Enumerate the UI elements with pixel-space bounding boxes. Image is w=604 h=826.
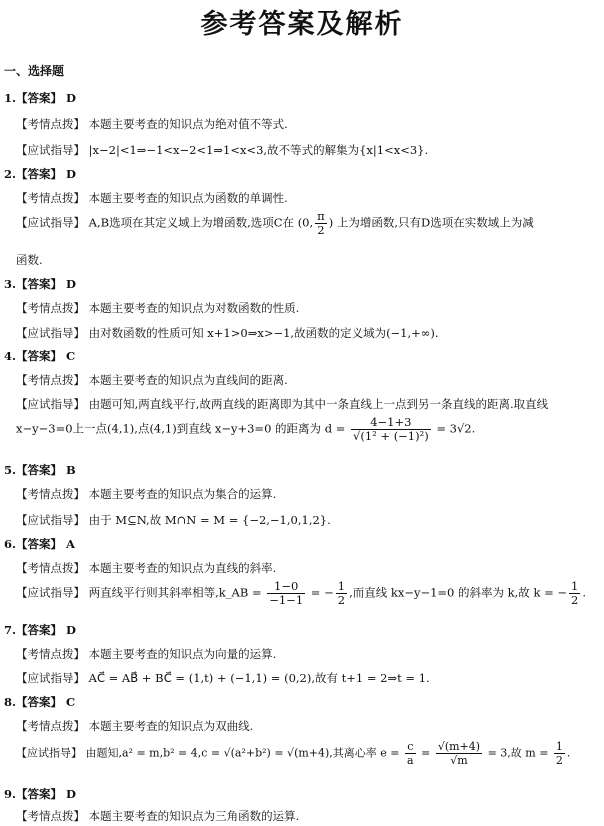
q2-interval-open: (0, (297, 215, 314, 230)
q6-num1: 1−0 (267, 580, 305, 594)
q1-point: 【考情点拨】 本题主要考查的知识点为绝对值不等式. (16, 117, 288, 131)
q2-guide (16, 210, 534, 237)
q2-two: 2 (317, 223, 325, 237)
q8-guide-end: . (566, 746, 571, 760)
q8-answer: 8.【答案】 C (4, 695, 76, 709)
q7-point: 【考情点拨】 本题主要考查的知识点为向量的运算. (16, 647, 277, 661)
q6-answer: 6.【答案】 A (4, 537, 75, 551)
q4-den: √(1² + (−1)²) (353, 429, 429, 443)
q6-guide-mid: ,而直线 kx−y−1=0 的斜率为 k,故 k = − (349, 585, 568, 600)
q9-point: 【考情点拨】 本题主要考查的知识点为三角函数的运算. (16, 809, 300, 823)
q6-eq-minus: = − (310, 585, 334, 600)
q4-distance-fraction (351, 416, 431, 443)
q6-guide (16, 580, 586, 607)
page-title: 参考答案及解析 (200, 9, 404, 40)
q4-guide-cont (16, 416, 475, 443)
q6-frac2 (336, 580, 347, 607)
q8-guide (16, 740, 570, 767)
q8-num2: √(m+4) (437, 740, 481, 753)
q5-point: 【考情点拨】 本题主要考查的知识点为集合的运算. (16, 487, 277, 501)
section-heading: 一、选择题 (4, 64, 65, 78)
q2-answer: 2.【答案】 D (4, 167, 76, 181)
q6-num2: 1 (337, 579, 346, 593)
q8-num3: 1 (555, 740, 563, 753)
q5-guide: 【应试指导】 由于 M⊆N,故 M∩N = M = {−2,−1,0,1,2}. (16, 513, 331, 527)
q6-den2: 2 (337, 593, 346, 607)
q1-guide: 【应试指导】 |x−2|<1⇒−1<x−2<1⇒1<x<3,故不等式的解集为{x|1<x<3}. (16, 143, 429, 157)
q4-answer: 4.【答案】 C (4, 349, 76, 363)
q8-frac1 (405, 740, 416, 767)
q8-guide-pre: 【应试指导】 由题知,a² = m,b² = 4,c = √(a²+b²) = √(m+4),其离心率 e = (16, 746, 400, 760)
q6-guide-pre: 【应试指导】 两直线平行则其斜率相等,k_AB = (16, 585, 262, 600)
q6-guide-end: . (582, 585, 586, 600)
q4-guide-cont-post: = 3√2. (436, 421, 476, 436)
q4-guide: 【应试指导】 由题可知,两直线平行,故两直线的距离即为其中一条直线上一点到另一条直线的距离.取直线 (16, 397, 549, 411)
q4-num: 4−1+3 (351, 416, 431, 430)
q9-answer: 9.【答案】 D (4, 787, 76, 801)
q6-frac1 (267, 580, 305, 607)
q8-num1: c (405, 740, 416, 754)
q2-pi: π (317, 209, 325, 223)
q2-guide-cont: 函数. (16, 253, 43, 267)
q8-den2: √m (450, 754, 468, 767)
q8-frac3 (554, 740, 565, 767)
q5-answer: 5.【答案】 B (4, 463, 76, 477)
q7-guide: 【应试指导】 AC⃗ = AB⃗ + BC⃗ = (1,t) + (−1,1) = (0,2),故有 t+1 = 2⇒t = 1. (16, 671, 430, 685)
q8-den3: 2 (555, 754, 563, 767)
q4-point: 【考情点拨】 本题主要考查的知识点为直线间的距离. (16, 373, 288, 387)
q6-frac3 (569, 580, 580, 607)
q3-answer: 3.【答案】 D (4, 277, 76, 291)
q8-den1: a (407, 754, 414, 767)
q6-den1: −1−1 (269, 593, 304, 607)
q2-guide-post: 上为增函数,只有D选项在实数域上为减 (336, 215, 534, 230)
q3-guide: 【应试指导】 由对数函数的性质可知 x+1>0⇒x>−1,故函数的定义域为(−1,+∞). (16, 326, 439, 340)
q4-guide-cont-pre: x−y−3=0上一点(4,1),点(4,1)到直线 x−y+3=0 的距离为 d = (16, 421, 346, 436)
q8-guide-mid: = 3,故 m = (487, 746, 549, 760)
q1-answer: 1.【答案】 D (4, 91, 76, 105)
q2-interval-close: ) (328, 215, 334, 230)
q2-guide-pre: 【应试指导】 A,B选项在其定义域上为增函数,选项C在 (16, 215, 295, 230)
q2-pi-over-2 (315, 210, 327, 237)
q3-point: 【考情点拨】 本题主要考查的知识点为对数函数的性质. (16, 301, 300, 315)
q7-answer: 7.【答案】 D (4, 623, 76, 637)
q6-num3: 1 (571, 579, 579, 593)
q8-eq: = (421, 746, 431, 760)
q8-point: 【考情点拨】 本题主要考查的知识点为双曲线. (16, 719, 254, 733)
q2-point: 【考情点拨】 本题主要考查的知识点为函数的单调性. (16, 191, 288, 205)
q8-frac2 (436, 740, 482, 767)
q6-den3: 2 (571, 593, 579, 607)
q6-point: 【考情点拨】 本题主要考查的知识点为直线的斜率. (16, 561, 277, 575)
